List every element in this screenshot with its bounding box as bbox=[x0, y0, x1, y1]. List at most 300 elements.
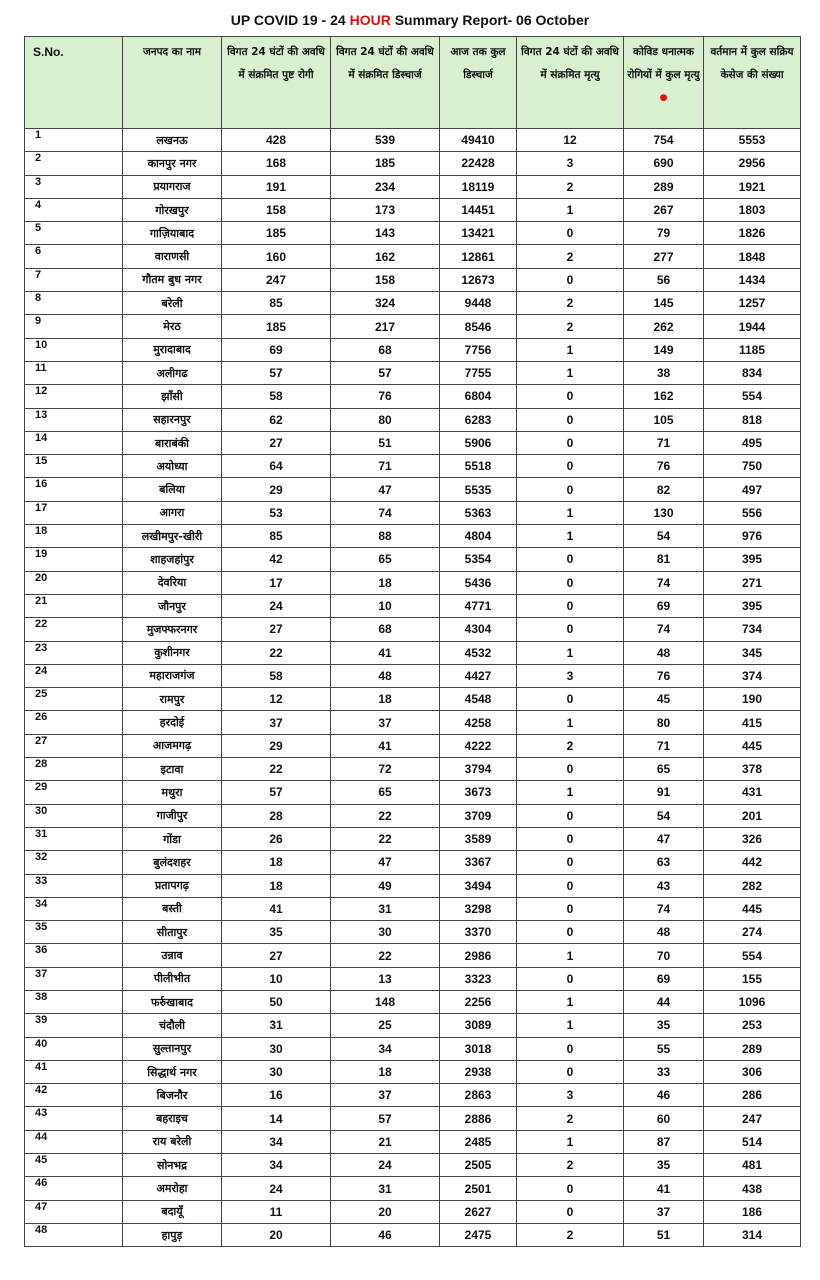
total-deaths-cell: 130 bbox=[624, 501, 704, 524]
district-cell: चंदौली bbox=[123, 1014, 222, 1037]
table-row bbox=[25, 711, 801, 734]
sno-cell: 38 bbox=[25, 990, 123, 1013]
header-total-discharged: आज तक कुल डिस्चार्ज bbox=[440, 37, 517, 129]
total-discharged-cell: 9448 bbox=[440, 292, 517, 315]
new-cases-cell: 22 bbox=[222, 641, 331, 664]
discharged-24h-cell: 57 bbox=[331, 361, 440, 384]
new-cases-cell: 11 bbox=[222, 1200, 331, 1223]
sno-cell: 19 bbox=[25, 548, 123, 571]
discharged-24h-cell: 173 bbox=[331, 198, 440, 221]
new-cases-cell: 26 bbox=[222, 827, 331, 850]
new-cases-cell: 191 bbox=[222, 175, 331, 198]
sno-cell: 14 bbox=[25, 431, 123, 454]
total-discharged-cell: 2863 bbox=[440, 1084, 517, 1107]
district-cell: देवरिया bbox=[123, 571, 222, 594]
discharged-24h-cell: 234 bbox=[331, 175, 440, 198]
new-cases-cell: 42 bbox=[222, 548, 331, 571]
active-cases-cell: 374 bbox=[704, 664, 801, 687]
deaths-24h-cell: 0 bbox=[517, 548, 624, 571]
deaths-24h-cell: 1 bbox=[517, 990, 624, 1013]
active-cases-cell: 1257 bbox=[704, 292, 801, 315]
discharged-24h-cell: 13 bbox=[331, 967, 440, 990]
total-discharged-cell: 5906 bbox=[440, 431, 517, 454]
sno-cell: 1 bbox=[25, 129, 123, 152]
table-row bbox=[25, 1037, 801, 1060]
table-row bbox=[25, 129, 801, 152]
district-cell: गाजीपुर bbox=[123, 804, 222, 827]
table-row bbox=[25, 1084, 801, 1107]
total-deaths-cell: 71 bbox=[624, 734, 704, 757]
new-cases-cell: 64 bbox=[222, 455, 331, 478]
active-cases-cell: 445 bbox=[704, 734, 801, 757]
table-row bbox=[25, 734, 801, 757]
discharged-24h-cell: 88 bbox=[331, 525, 440, 548]
total-deaths-cell: 76 bbox=[624, 455, 704, 478]
total-deaths-cell: 35 bbox=[624, 1014, 704, 1037]
new-cases-cell: 158 bbox=[222, 198, 331, 221]
header-district: जनपद का नाम bbox=[123, 37, 222, 129]
deaths-24h-cell: 2 bbox=[517, 175, 624, 198]
deaths-24h-cell: 0 bbox=[517, 1200, 624, 1223]
table-row bbox=[25, 478, 801, 501]
table-row bbox=[25, 618, 801, 641]
total-deaths-cell: 754 bbox=[624, 129, 704, 152]
table-row bbox=[25, 431, 801, 454]
total-discharged-cell: 7755 bbox=[440, 361, 517, 384]
discharged-24h-cell: 72 bbox=[331, 758, 440, 781]
total-discharged-cell: 5436 bbox=[440, 571, 517, 594]
total-discharged-cell: 3323 bbox=[440, 967, 517, 990]
total-discharged-cell: 14451 bbox=[440, 198, 517, 221]
sno-cell: 12 bbox=[25, 385, 123, 408]
district-cell: आगरा bbox=[123, 501, 222, 524]
total-deaths-cell: 79 bbox=[624, 222, 704, 245]
deaths-24h-cell: 1 bbox=[517, 641, 624, 664]
deaths-24h-cell: 1 bbox=[517, 944, 624, 967]
header-new-cases: विगत 24 घंटों की अवधि में संक्रमित पुष्ट रोगी bbox=[222, 37, 331, 129]
total-deaths-cell: 71 bbox=[624, 431, 704, 454]
active-cases-cell: 431 bbox=[704, 781, 801, 804]
total-discharged-cell: 22428 bbox=[440, 152, 517, 175]
discharged-24h-cell: 51 bbox=[331, 431, 440, 454]
deaths-24h-cell: 2 bbox=[517, 245, 624, 268]
new-cases-cell: 58 bbox=[222, 385, 331, 408]
new-cases-cell: 53 bbox=[222, 501, 331, 524]
total-discharged-cell: 5354 bbox=[440, 548, 517, 571]
new-cases-cell: 27 bbox=[222, 944, 331, 967]
deaths-24h-cell: 0 bbox=[517, 827, 624, 850]
active-cases-cell: 326 bbox=[704, 827, 801, 850]
deaths-24h-cell: 1 bbox=[517, 1014, 624, 1037]
total-deaths-cell: 149 bbox=[624, 338, 704, 361]
new-cases-cell: 28 bbox=[222, 804, 331, 827]
new-cases-cell: 27 bbox=[222, 431, 331, 454]
active-cases-cell: 282 bbox=[704, 874, 801, 897]
discharged-24h-cell: 20 bbox=[331, 1200, 440, 1223]
sno-cell: 23 bbox=[25, 641, 123, 664]
discharged-24h-cell: 48 bbox=[331, 664, 440, 687]
total-deaths-cell: 145 bbox=[624, 292, 704, 315]
district-cell: गाज़ियाबाद bbox=[123, 222, 222, 245]
table-row bbox=[25, 408, 801, 431]
sno-cell: 43 bbox=[25, 1107, 123, 1130]
deaths-24h-cell: 0 bbox=[517, 478, 624, 501]
district-cell: सहारनपुर bbox=[123, 408, 222, 431]
sno-cell: 48 bbox=[25, 1223, 123, 1246]
sno-cell: 47 bbox=[25, 1200, 123, 1223]
active-cases-cell: 1921 bbox=[704, 175, 801, 198]
discharged-24h-cell: 34 bbox=[331, 1037, 440, 1060]
new-cases-cell: 14 bbox=[222, 1107, 331, 1130]
total-deaths-cell: 262 bbox=[624, 315, 704, 338]
summary-table bbox=[24, 36, 801, 1247]
district-cell: मुजफ्फरनगर bbox=[123, 618, 222, 641]
total-discharged-cell: 4548 bbox=[440, 688, 517, 711]
total-deaths-cell: 41 bbox=[624, 1177, 704, 1200]
table-row bbox=[25, 1154, 801, 1177]
sno-cell: 15 bbox=[25, 455, 123, 478]
total-discharged-cell: 3367 bbox=[440, 851, 517, 874]
header-active-cases: वर्तमान में कुल सक्रिय केसेज की संख्या bbox=[704, 37, 801, 129]
discharged-24h-cell: 74 bbox=[331, 501, 440, 524]
new-cases-cell: 57 bbox=[222, 781, 331, 804]
total-deaths-cell: 56 bbox=[624, 268, 704, 291]
total-deaths-cell: 46 bbox=[624, 1084, 704, 1107]
sno-cell: 28 bbox=[25, 758, 123, 781]
total-deaths-cell: 74 bbox=[624, 618, 704, 641]
table-row bbox=[25, 501, 801, 524]
total-discharged-cell: 3298 bbox=[440, 897, 517, 920]
discharged-24h-cell: 22 bbox=[331, 827, 440, 850]
active-cases-cell: 2956 bbox=[704, 152, 801, 175]
discharged-24h-cell: 185 bbox=[331, 152, 440, 175]
sno-cell: 26 bbox=[25, 711, 123, 734]
active-cases-cell: 514 bbox=[704, 1130, 801, 1153]
table-row bbox=[25, 990, 801, 1013]
red-dot-icon: ● bbox=[659, 93, 668, 103]
sno-cell: 29 bbox=[25, 781, 123, 804]
discharged-24h-cell: 324 bbox=[331, 292, 440, 315]
deaths-24h-cell: 0 bbox=[517, 1060, 624, 1083]
deaths-24h-cell: 1 bbox=[517, 338, 624, 361]
report-title-suffix: Summary Report- 06 October bbox=[390, 12, 590, 28]
district-cell: महाराजगंज bbox=[123, 664, 222, 687]
table-row bbox=[25, 827, 801, 850]
total-discharged-cell: 5535 bbox=[440, 478, 517, 501]
deaths-24h-cell: 1 bbox=[517, 525, 624, 548]
new-cases-cell: 247 bbox=[222, 268, 331, 291]
sno-cell: 20 bbox=[25, 571, 123, 594]
district-cell: कुशीनगर bbox=[123, 641, 222, 664]
sno-cell: 2 bbox=[25, 152, 123, 175]
table-row bbox=[25, 897, 801, 920]
total-discharged-cell: 2256 bbox=[440, 990, 517, 1013]
sno-cell: 4 bbox=[25, 198, 123, 221]
table-row bbox=[25, 548, 801, 571]
new-cases-cell: 34 bbox=[222, 1130, 331, 1153]
deaths-24h-cell: 2 bbox=[517, 315, 624, 338]
total-discharged-cell: 2485 bbox=[440, 1130, 517, 1153]
total-discharged-cell: 8546 bbox=[440, 315, 517, 338]
discharged-24h-cell: 41 bbox=[331, 734, 440, 757]
district-cell: अमरोहा bbox=[123, 1177, 222, 1200]
district-cell: मथुरा bbox=[123, 781, 222, 804]
table-header bbox=[25, 37, 801, 129]
new-cases-cell: 57 bbox=[222, 361, 331, 384]
total-discharged-cell: 12673 bbox=[440, 268, 517, 291]
total-deaths-cell: 54 bbox=[624, 804, 704, 827]
active-cases-cell: 247 bbox=[704, 1107, 801, 1130]
sno-cell: 46 bbox=[25, 1177, 123, 1200]
discharged-24h-cell: 158 bbox=[331, 268, 440, 291]
discharged-24h-cell: 24 bbox=[331, 1154, 440, 1177]
district-cell: बस्ती bbox=[123, 897, 222, 920]
table-row bbox=[25, 1014, 801, 1037]
district-cell: जौनपुर bbox=[123, 594, 222, 617]
district-cell: बरेली bbox=[123, 292, 222, 315]
deaths-24h-cell: 0 bbox=[517, 1177, 624, 1200]
table-row bbox=[25, 1177, 801, 1200]
header-total-deaths-label: कोविड धनात्मक रोगियों में कुल मृत्यु bbox=[627, 46, 700, 81]
total-deaths-cell: 63 bbox=[624, 851, 704, 874]
district-cell: हरदोई bbox=[123, 711, 222, 734]
district-cell: बहराइच bbox=[123, 1107, 222, 1130]
total-discharged-cell: 3589 bbox=[440, 827, 517, 850]
total-discharged-cell: 4804 bbox=[440, 525, 517, 548]
active-cases-cell: 5553 bbox=[704, 129, 801, 152]
table-row bbox=[25, 688, 801, 711]
total-discharged-cell: 2475 bbox=[440, 1223, 517, 1246]
deaths-24h-cell: 0 bbox=[517, 758, 624, 781]
sno-cell: 27 bbox=[25, 734, 123, 757]
new-cases-cell: 18 bbox=[222, 851, 331, 874]
discharged-24h-cell: 162 bbox=[331, 245, 440, 268]
table-row bbox=[25, 292, 801, 315]
deaths-24h-cell: 12 bbox=[517, 129, 624, 152]
discharged-24h-cell: 21 bbox=[331, 1130, 440, 1153]
total-discharged-cell: 4427 bbox=[440, 664, 517, 687]
new-cases-cell: 31 bbox=[222, 1014, 331, 1037]
total-deaths-cell: 690 bbox=[624, 152, 704, 175]
total-discharged-cell: 12861 bbox=[440, 245, 517, 268]
total-deaths-cell: 69 bbox=[624, 594, 704, 617]
deaths-24h-cell: 0 bbox=[517, 618, 624, 641]
total-deaths-cell: 43 bbox=[624, 874, 704, 897]
district-cell: लखनऊ bbox=[123, 129, 222, 152]
deaths-24h-cell: 0 bbox=[517, 804, 624, 827]
discharged-24h-cell: 41 bbox=[331, 641, 440, 664]
deaths-24h-cell: 1 bbox=[517, 781, 624, 804]
table-row bbox=[25, 268, 801, 291]
district-cell: फर्रुखाबाद bbox=[123, 990, 222, 1013]
discharged-24h-cell: 10 bbox=[331, 594, 440, 617]
total-deaths-cell: 54 bbox=[624, 525, 704, 548]
district-cell: इटावा bbox=[123, 758, 222, 781]
district-cell: सोनभद्र bbox=[123, 1154, 222, 1177]
deaths-24h-cell: 0 bbox=[517, 268, 624, 291]
new-cases-cell: 20 bbox=[222, 1223, 331, 1246]
discharged-24h-cell: 65 bbox=[331, 548, 440, 571]
active-cases-cell: 481 bbox=[704, 1154, 801, 1177]
table-row bbox=[25, 921, 801, 944]
total-deaths-cell: 105 bbox=[624, 408, 704, 431]
header-row bbox=[25, 37, 801, 129]
table-row bbox=[25, 455, 801, 478]
discharged-24h-cell: 57 bbox=[331, 1107, 440, 1130]
total-deaths-cell: 65 bbox=[624, 758, 704, 781]
total-deaths-cell: 70 bbox=[624, 944, 704, 967]
sno-cell: 6 bbox=[25, 245, 123, 268]
header-total-deaths bbox=[624, 37, 704, 129]
active-cases-cell: 1848 bbox=[704, 245, 801, 268]
discharged-24h-cell: 31 bbox=[331, 1177, 440, 1200]
header-deaths-24h: विगत 24 घंटों की अवधि में संक्रमित मृत्यु bbox=[517, 37, 624, 129]
active-cases-cell: 734 bbox=[704, 618, 801, 641]
report-title-prefix: UP COVID 19 - 24 bbox=[230, 12, 350, 28]
district-cell: मुरादाबाद bbox=[123, 338, 222, 361]
total-deaths-cell: 76 bbox=[624, 664, 704, 687]
deaths-24h-cell: 3 bbox=[517, 1084, 624, 1107]
sno-cell: 44 bbox=[25, 1130, 123, 1153]
sno-cell: 7 bbox=[25, 268, 123, 291]
sno-cell: 34 bbox=[25, 897, 123, 920]
active-cases-cell: 556 bbox=[704, 501, 801, 524]
total-deaths-cell: 81 bbox=[624, 548, 704, 571]
total-deaths-cell: 74 bbox=[624, 897, 704, 920]
new-cases-cell: 69 bbox=[222, 338, 331, 361]
total-discharged-cell: 4304 bbox=[440, 618, 517, 641]
active-cases-cell: 1826 bbox=[704, 222, 801, 245]
total-discharged-cell: 3794 bbox=[440, 758, 517, 781]
deaths-24h-cell: 1 bbox=[517, 198, 624, 221]
district-cell: रामपुर bbox=[123, 688, 222, 711]
new-cases-cell: 85 bbox=[222, 292, 331, 315]
new-cases-cell: 24 bbox=[222, 1177, 331, 1200]
deaths-24h-cell: 0 bbox=[517, 431, 624, 454]
table-row bbox=[25, 781, 801, 804]
active-cases-cell: 1096 bbox=[704, 990, 801, 1013]
table-row bbox=[25, 525, 801, 548]
total-deaths-cell: 55 bbox=[624, 1037, 704, 1060]
header-discharged-24h: विगत 24 घंटों की अवधि में संक्रमित डिस्चार्ज bbox=[331, 37, 440, 129]
discharged-24h-cell: 30 bbox=[331, 921, 440, 944]
new-cases-cell: 27 bbox=[222, 618, 331, 641]
deaths-24h-cell: 0 bbox=[517, 897, 624, 920]
total-discharged-cell: 2627 bbox=[440, 1200, 517, 1223]
new-cases-cell: 37 bbox=[222, 711, 331, 734]
district-cell: सीतापुर bbox=[123, 921, 222, 944]
new-cases-cell: 34 bbox=[222, 1154, 331, 1177]
new-cases-cell: 62 bbox=[222, 408, 331, 431]
total-discharged-cell: 5363 bbox=[440, 501, 517, 524]
discharged-24h-cell: 47 bbox=[331, 851, 440, 874]
sno-cell: 35 bbox=[25, 921, 123, 944]
active-cases-cell: 445 bbox=[704, 897, 801, 920]
total-discharged-cell: 6283 bbox=[440, 408, 517, 431]
new-cases-cell: 29 bbox=[222, 734, 331, 757]
total-discharged-cell: 2938 bbox=[440, 1060, 517, 1083]
table-row bbox=[25, 1060, 801, 1083]
district-cell: बिजनौर bbox=[123, 1084, 222, 1107]
table-row bbox=[25, 664, 801, 687]
district-cell: बलिया bbox=[123, 478, 222, 501]
table-row bbox=[25, 804, 801, 827]
deaths-24h-cell: 3 bbox=[517, 152, 624, 175]
total-discharged-cell: 3673 bbox=[440, 781, 517, 804]
new-cases-cell: 160 bbox=[222, 245, 331, 268]
new-cases-cell: 24 bbox=[222, 594, 331, 617]
total-discharged-cell: 3709 bbox=[440, 804, 517, 827]
total-deaths-cell: 91 bbox=[624, 781, 704, 804]
deaths-24h-cell: 1 bbox=[517, 711, 624, 734]
table-row bbox=[25, 571, 801, 594]
table-body bbox=[25, 129, 801, 1247]
total-deaths-cell: 162 bbox=[624, 385, 704, 408]
new-cases-cell: 35 bbox=[222, 921, 331, 944]
new-cases-cell: 41 bbox=[222, 897, 331, 920]
total-discharged-cell: 5518 bbox=[440, 455, 517, 478]
discharged-24h-cell: 47 bbox=[331, 478, 440, 501]
sno-cell: 9 bbox=[25, 315, 123, 338]
deaths-24h-cell: 0 bbox=[517, 921, 624, 944]
new-cases-cell: 58 bbox=[222, 664, 331, 687]
discharged-24h-cell: 22 bbox=[331, 804, 440, 827]
active-cases-cell: 1803 bbox=[704, 198, 801, 221]
total-discharged-cell: 3370 bbox=[440, 921, 517, 944]
table-row bbox=[25, 222, 801, 245]
total-deaths-cell: 289 bbox=[624, 175, 704, 198]
sno-cell: 17 bbox=[25, 501, 123, 524]
active-cases-cell: 345 bbox=[704, 641, 801, 664]
table-row bbox=[25, 967, 801, 990]
table-row bbox=[25, 245, 801, 268]
active-cases-cell: 155 bbox=[704, 967, 801, 990]
active-cases-cell: 415 bbox=[704, 711, 801, 734]
active-cases-cell: 286 bbox=[704, 1084, 801, 1107]
district-cell: आजमगढ़ bbox=[123, 734, 222, 757]
district-cell: अलीगढ bbox=[123, 361, 222, 384]
active-cases-cell: 395 bbox=[704, 594, 801, 617]
total-discharged-cell: 4222 bbox=[440, 734, 517, 757]
district-cell: गोरखपुर bbox=[123, 198, 222, 221]
sno-cell: 10 bbox=[25, 338, 123, 361]
active-cases-cell: 253 bbox=[704, 1014, 801, 1037]
table-row bbox=[25, 874, 801, 897]
table-row bbox=[25, 944, 801, 967]
new-cases-cell: 30 bbox=[222, 1060, 331, 1083]
deaths-24h-cell: 0 bbox=[517, 385, 624, 408]
district-cell: बाराबंकी bbox=[123, 431, 222, 454]
discharged-24h-cell: 18 bbox=[331, 688, 440, 711]
new-cases-cell: 12 bbox=[222, 688, 331, 711]
new-cases-cell: 10 bbox=[222, 967, 331, 990]
deaths-24h-cell: 3 bbox=[517, 664, 624, 687]
total-discharged-cell: 3018 bbox=[440, 1037, 517, 1060]
active-cases-cell: 201 bbox=[704, 804, 801, 827]
active-cases-cell: 274 bbox=[704, 921, 801, 944]
total-deaths-cell: 33 bbox=[624, 1060, 704, 1083]
deaths-24h-cell: 0 bbox=[517, 688, 624, 711]
total-discharged-cell: 4532 bbox=[440, 641, 517, 664]
discharged-24h-cell: 31 bbox=[331, 897, 440, 920]
district-cell: सिद्धार्थ नगर bbox=[123, 1060, 222, 1083]
table-row bbox=[25, 758, 801, 781]
discharged-24h-cell: 68 bbox=[331, 618, 440, 641]
total-discharged-cell: 7756 bbox=[440, 338, 517, 361]
discharged-24h-cell: 18 bbox=[331, 1060, 440, 1083]
discharged-24h-cell: 37 bbox=[331, 1084, 440, 1107]
total-deaths-cell: 87 bbox=[624, 1130, 704, 1153]
